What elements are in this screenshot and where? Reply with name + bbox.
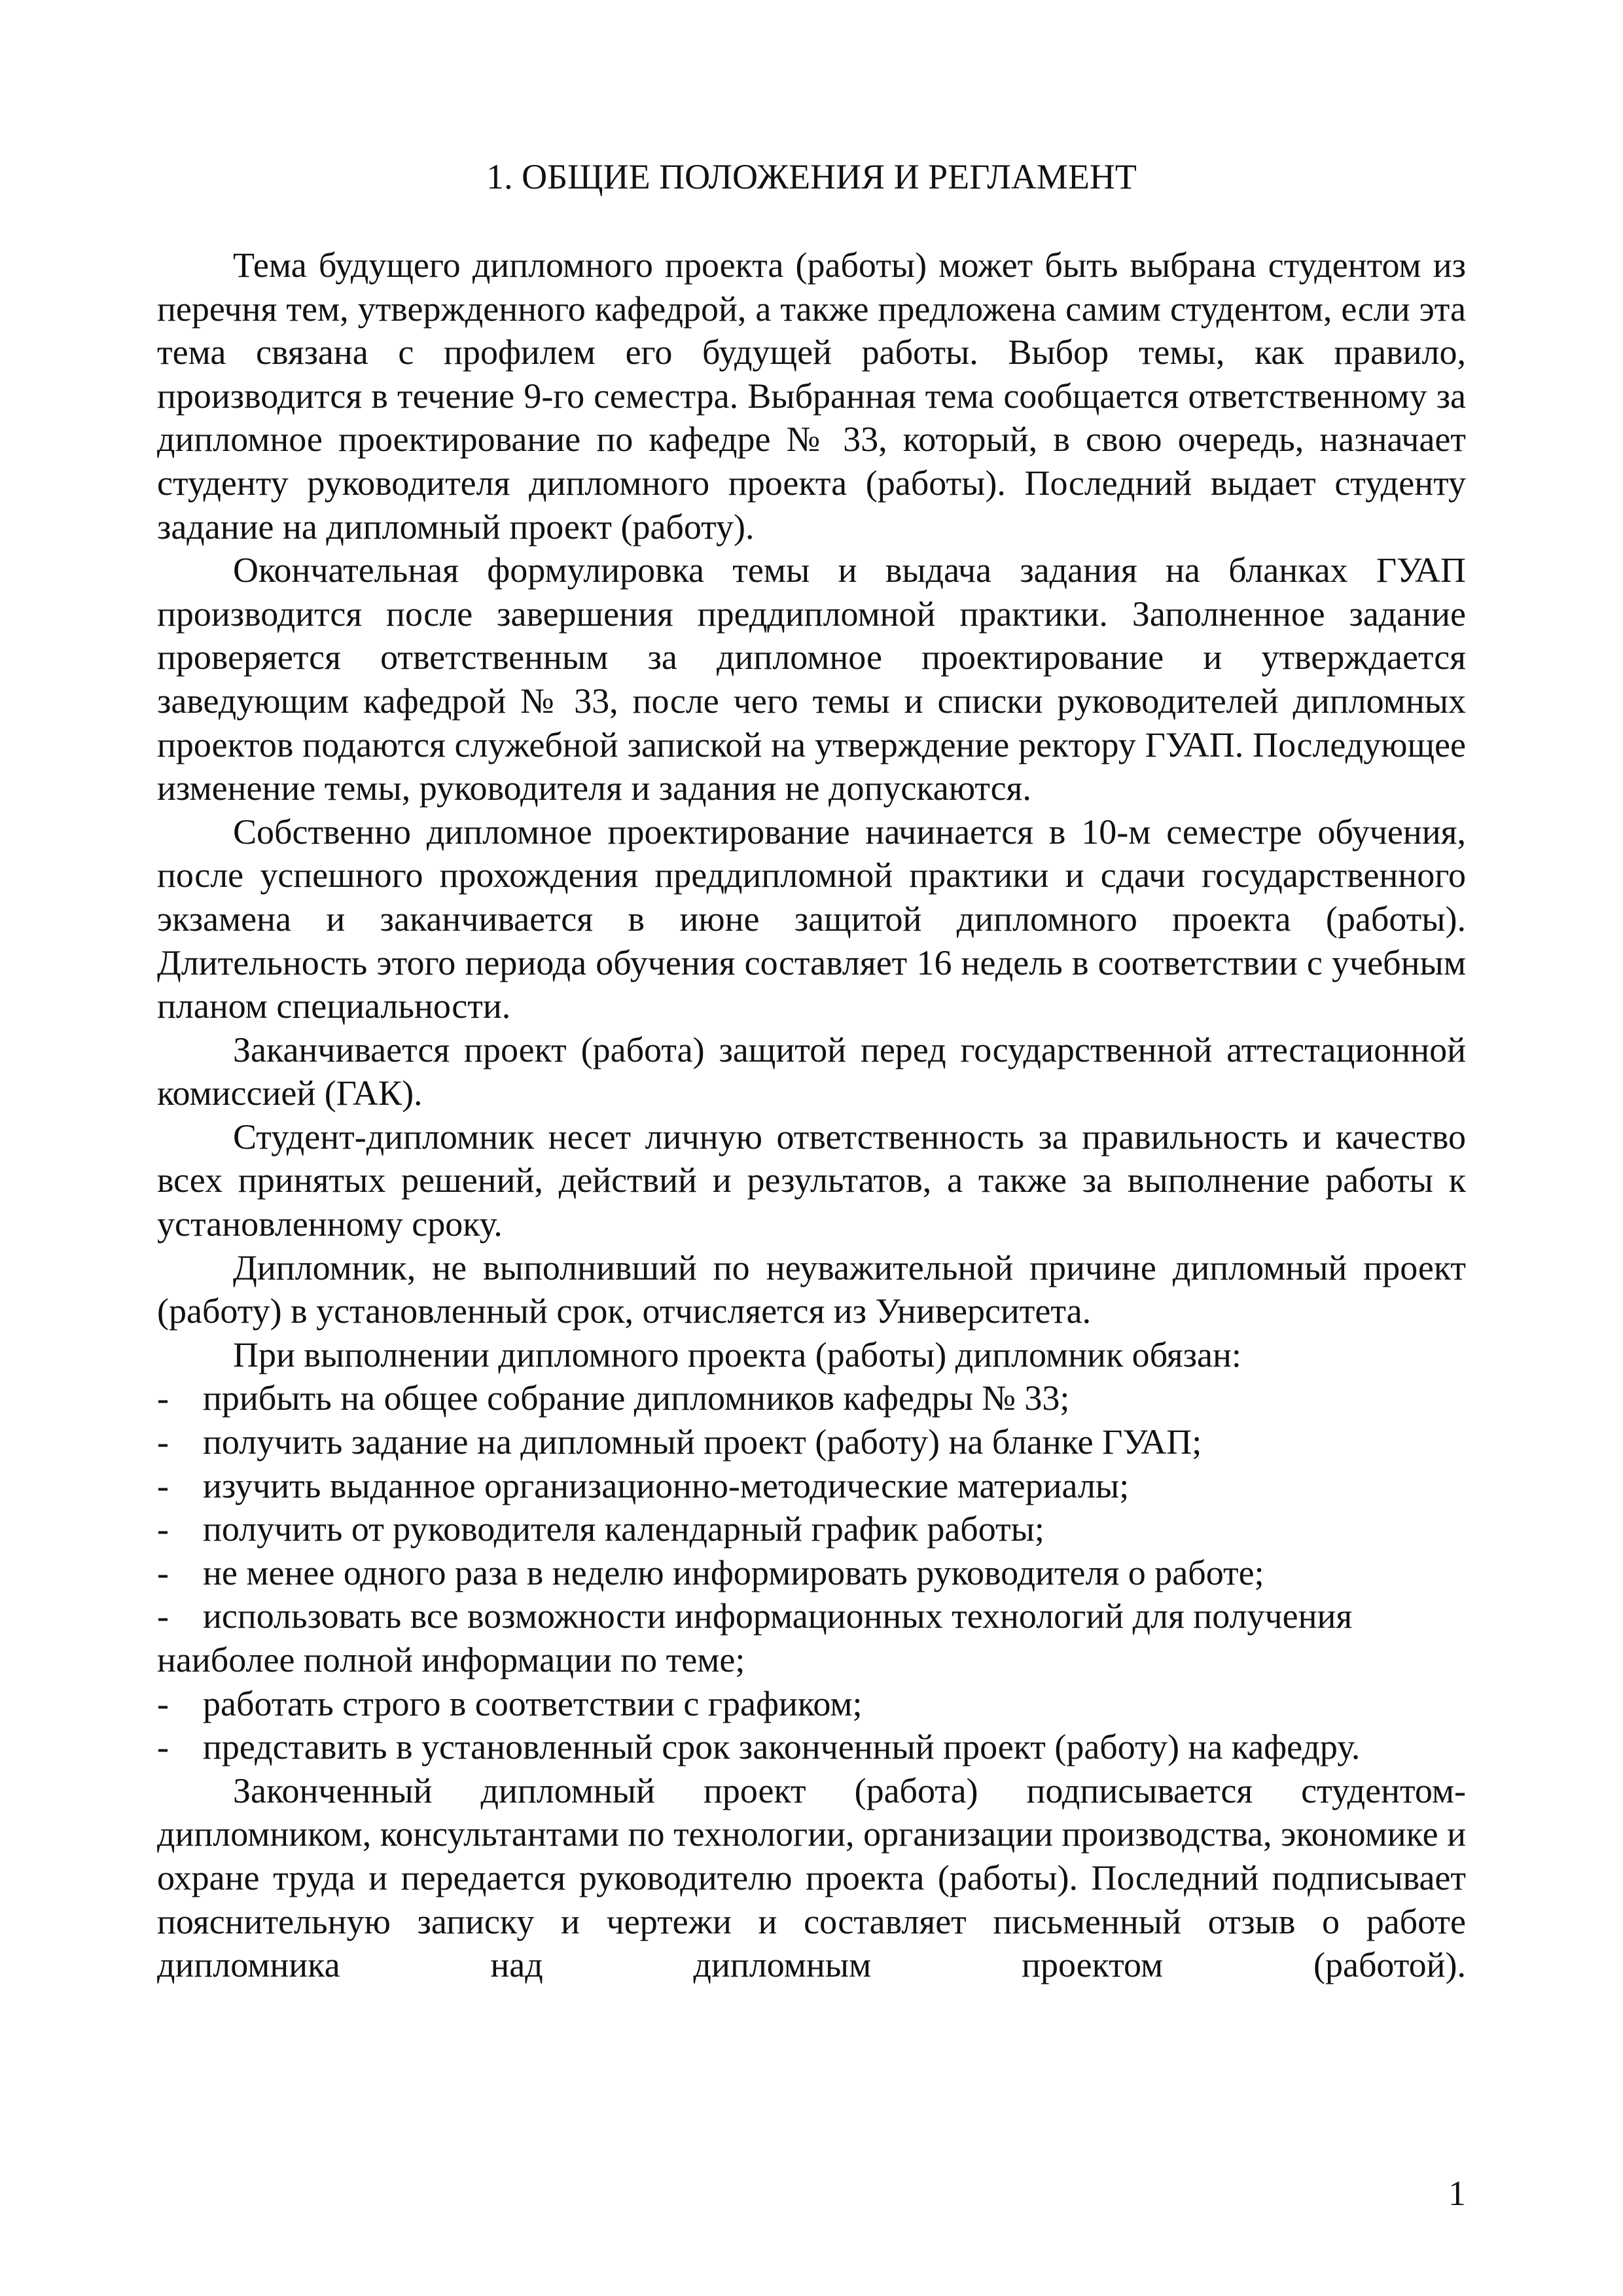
- bullet-marker: -: [157, 1727, 169, 1767]
- list-item: [157, 1464, 1466, 1508]
- list-item: [157, 1682, 1466, 1726]
- list-item-text: получить от руководителя календарный график работы;: [203, 1509, 1044, 1549]
- list-item: [157, 1507, 1466, 1551]
- list-item-text: работать строго в соответствии с графиком;: [203, 1683, 863, 1723]
- bullet-marker: -: [157, 1509, 169, 1549]
- document-body: [157, 243, 1466, 1987]
- bullet-marker: -: [157, 1422, 169, 1462]
- paragraph-defense: Заканчивается проект (работа) защитой перед государственной аттестационной комиссией (ГАК).: [157, 1030, 1466, 1113]
- list-item: [157, 1420, 1466, 1464]
- list-item-text: изучить выданное организационно-методические материалы;: [203, 1465, 1130, 1505]
- bullet-marker: -: [157, 1552, 169, 1592]
- bullet-marker: -: [157, 1378, 169, 1418]
- paragraph-responsibility: Студент-дипломник несет личную ответственность за правильность и качество всех принятых решений, действий и результатов, а также за выполнение работы к установленному сроку.: [157, 1117, 1466, 1244]
- paragraph-final-wording: Окончательная формулировка темы и выдача задания на бланках ГУАП производится после завершения преддипломной практики. Заполненное задание проверяется ответственным за дипломное проектирование и утверждается заведующим кафедрой № 33, после чего темы и списки руководителей дипломных проектов подаются служебной запиской на утверждение ректору ГУАП. Последующее изменение темы, руководителя и задания не допускаются.: [157, 550, 1466, 808]
- paragraph-design-period: Собственно дипломное проектирование начинается в 10-м семестре обучения, после успешного прохождения преддипломной практики и сдачи государственного экзамена и заканчивается в июне защитой дипломного проекта (работы). Длительность этого периода обучения составляет 16 недель в соответствии с учебным планом специальности.: [157, 812, 1466, 1026]
- section-heading: 1. ОБЩИЕ ПОЛОЖЕНИЯ И РЕГЛАМЕНТ: [486, 157, 1137, 196]
- list-item: [157, 1551, 1466, 1595]
- list-item: [157, 1376, 1466, 1420]
- bullet-marker: -: [157, 1683, 169, 1723]
- list-item-text: использовать все возможности информационных технологий для получения наиболее полной информации по теме;: [157, 1596, 1353, 1679]
- list-item-text: представить в установленный срок законченный проект (работу) на кафедру.: [203, 1727, 1361, 1767]
- list-item: [157, 1594, 1466, 1681]
- list-item-text: получить задание на дипломный проект (работу) на бланке ГУАП;: [203, 1422, 1202, 1462]
- bullet-marker: -: [157, 1596, 169, 1636]
- paragraph-obligations-intro: При выполнении дипломного проекта (работы) дипломник обязан:: [233, 1335, 1241, 1374]
- paragraph-expulsion: Дипломник, не выполнивший по неуважительной причине дипломный проект (работу) в установленный срок, отчисляется из Университета.: [157, 1247, 1466, 1331]
- list-item-text: не менее одного раза в неделю информировать руководителя о работе;: [203, 1552, 1264, 1592]
- obligations-list: [157, 1376, 1466, 1768]
- list-item: [157, 1725, 1466, 1769]
- paragraph-signing: Законченный дипломный проект (работа) подписывается студентом-дипломником, консультантами по технологии, организации производства, экономике и охране труда и передается руководителю проекта (работы). Последний подписывает пояснительную записку и чертежи и составляет письменный отзыв о работе дипломника над дипломным проектом (работой).: [157, 1770, 1466, 1985]
- page-number: 1: [1448, 2174, 1466, 2213]
- list-item-text: прибыть на общее собрание дипломников кафедры № 33;: [203, 1378, 1070, 1418]
- bullet-marker: -: [157, 1465, 169, 1505]
- paragraph-topic-selection: Тема будущего дипломного проекта (работы) может быть выбрана студентом из перечня тем, утвержденного кафедрой, а также предложена самим студентом, если эта тема связана с профилем его будущей работы. Выбор темы, как правило, производится в течение 9-го семестра. Выбранная тема сообщается ответственному за дипломное проектирование по кафедре № 33, который, в свою очередь, назначает студенту руководителя дипломного проекта (работы). Последний выдает студенту задание на дипломный проект (работу).: [157, 245, 1466, 547]
